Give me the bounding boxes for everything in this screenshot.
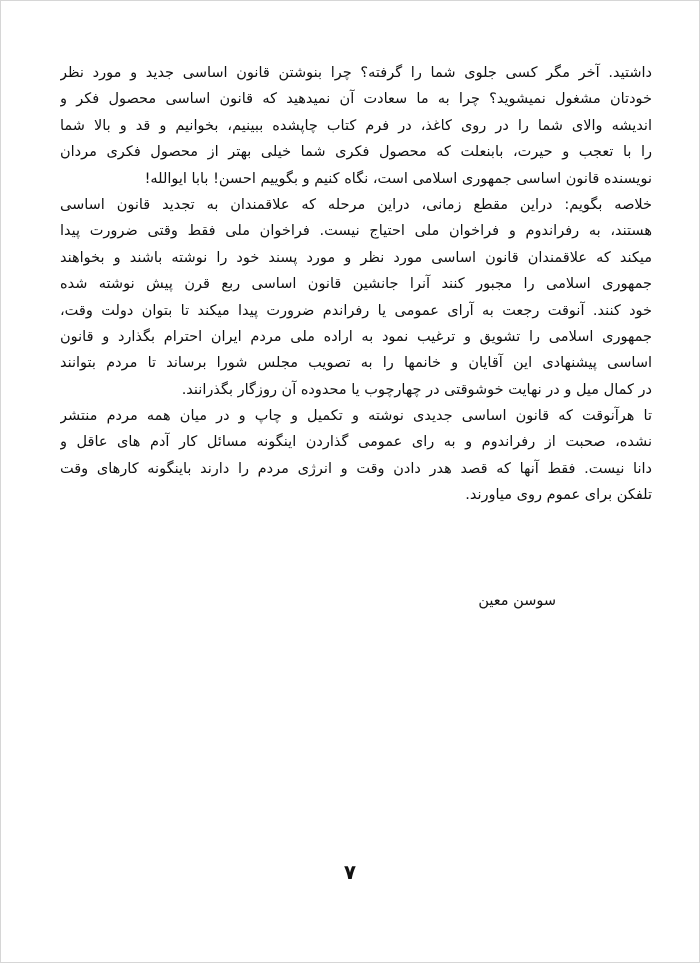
text-line: نویسنده قانون اساسی جمهوری اسلامی است، نگاه کنیم و بگوییم احسن! بابا ایوالله! [144,170,652,187]
text-line: داشتید. آخر مگر کسی جلوی شما را گرفته؟ چرا بنوشتن قانون اساسی جدید و مورد نظر [60,65,652,81]
text-line: در کمال میل و در نهایت خوشوقتی در چهارچوب یا محدوده آن روزگار بگذرانند. [181,381,652,398]
paragraph-1 [60,60,652,192]
paragraph-2 [60,192,652,403]
text-line: میکند که علاقمندان قانون اساسی مورد نظر و مورد پسند خود را نوشته باشند و بخواهند [60,249,652,266]
text-line: جمهوری اسلامی را تشویق و ترغیب نمود به اراده ملی مردم ایران احترام بگذارد و قانون [60,328,652,345]
text-line: اندیشه والای شما را در روی کاغذ، در فرم کتاب چاپشده ببینیم، بخوانیم و قد و بالا شما [60,117,652,134]
text-line: نشده، صحبت از رفراندوم و به رای عمومی گذاردن اینگونه مسائل کار آدم های عاقل و [60,434,652,451]
text-line: خود کنند. آنوقت رجعت به آرای عمومی یا رفراندم ضرورت پیدا میکند تا بتوان دولت وقت، [60,302,652,319]
text-line: اساسی پیشنهادی این آقایان و خانمها را به تصویب مجلس شورا برساند تا مردم بتوانند [60,355,652,372]
text-line: دانا نیست. فقط آنها که قصد هدر دادن وقت و انرژی مردم را دارند باینگونه کارهای وقت [60,460,652,477]
text-line: خودتان مشغول نمیشوید؟ چرا به ما سعادت آن نمیدهید که قانون اساسی محصول فکر و [60,91,652,108]
page-number: ۷ [343,860,357,884]
signature: سوسن معین [478,593,556,609]
paragraph-3 [60,403,652,509]
text-line: را با تعجب و حیرت، بابنعلت که محصول فکری شما خیلی بهتر از محصول فکری مردان [60,144,652,161]
document-body [60,60,652,509]
text-line: خلاصه بگویم: دراین مقطع زمانی، دراین مرحله که علاقمندان به تجدید قانون اساسی [60,196,652,213]
text-line: تا هرآنوقت که قانون اساسی جدیدی نوشته و تکمیل و چاپ و در میان همه مردم منتشر [60,408,652,425]
text-line: هستند، به رفراندوم و فراخوان ملی احتیاج نیست. فراخوان ملی فقط وقتی ضرورت پیدا [60,223,652,240]
text-line: تلفکن برای عموم روی میاورند. [465,487,652,504]
text-line: جمهوری اسلامی را مجبور کنند آنرا جانشین قانون اساسی ربع قرن پیش نوشته شده [60,276,652,293]
